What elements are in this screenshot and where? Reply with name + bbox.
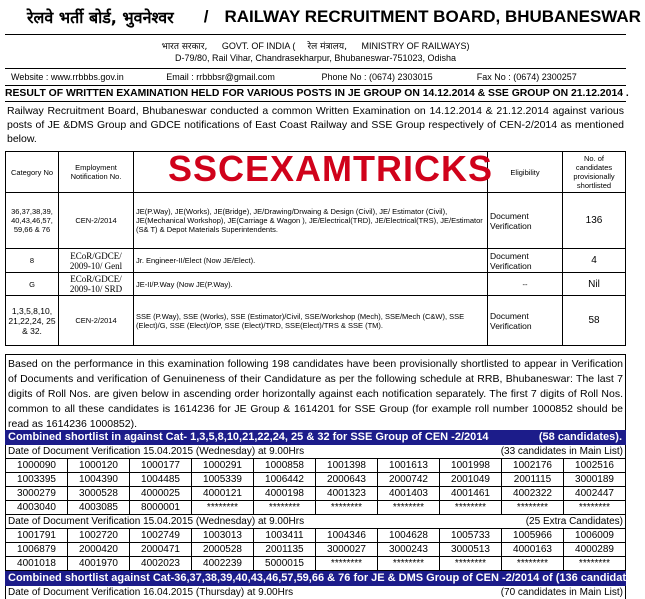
roll-number: 4001461	[440, 487, 502, 501]
roll-number: 2001135	[254, 543, 316, 557]
roll-number: 1005733	[440, 529, 502, 543]
roll-number: 2001115	[502, 473, 564, 487]
roll-number: ********	[502, 557, 564, 571]
title-hindi: रेलवे भर्ती बोर्ड, भुवनेश्वर	[27, 8, 174, 27]
roll-number: ********	[440, 557, 502, 571]
roll-number: 4003085	[68, 501, 130, 515]
header-notification: Employment Notification No.	[59, 152, 134, 193]
page-title	[5, 0, 641, 35]
roll-number: 4002023	[130, 557, 192, 571]
roll-number: 2000420	[68, 543, 130, 557]
roll-number: ********	[192, 501, 254, 515]
roll-number: 4000198	[254, 487, 316, 501]
table-row: 1,3,5,8,10, 21,22,24, 25 & 32. CEN-2/2014 SSE (P.Way), SSE (Works), SSE (Estimator)/Civil, SSE/Workshop (Mech), SSE/Mech (C&W), SSE (Elect)/G, SSE (Elect)/OP, SSE (Elect)/TRD, SSE(Elect)/TRS & SSE (TM). Document Verification 58	[6, 296, 626, 346]
roll-number: 1001998	[440, 459, 502, 473]
contact-bar	[5, 68, 626, 86]
roll-number: 3000528	[68, 487, 130, 501]
roll-row	[6, 501, 626, 515]
roll-number: 3000189	[564, 473, 626, 487]
roll-number: 1006879	[6, 543, 68, 557]
roll-row	[6, 529, 626, 543]
roll-row	[6, 459, 626, 473]
roll-number: 1003013	[192, 529, 254, 543]
roll-number: 1002176	[502, 459, 564, 473]
roll-number: 4003040	[6, 501, 68, 515]
sse-main-date: Date of Document Verification 15.04.2015 (Wednesday) at 9.00Hrs (33 candidates in Main List)	[5, 445, 626, 458]
roll-number: 1006442	[254, 473, 316, 487]
header-category: Category No	[6, 152, 59, 193]
email-link[interactable]: Email : rrbbbsr@gmail.com	[166, 72, 275, 82]
roll-number: ********	[316, 501, 378, 515]
roll-number: 2000471	[130, 543, 192, 557]
roll-number: 1004628	[378, 529, 440, 543]
roll-row	[6, 487, 626, 501]
roll-number: 4000121	[192, 487, 254, 501]
roll-row	[6, 473, 626, 487]
roll-number: ********	[316, 557, 378, 571]
roll-number: 3000279	[6, 487, 68, 501]
roll-number: ********	[502, 501, 564, 515]
title-separator: /	[203, 7, 209, 26]
roll-number: 1001398	[316, 459, 378, 473]
roll-number: 5000015	[254, 557, 316, 571]
roll-number: 4000163	[502, 543, 564, 557]
fax-number: Fax No : (0674) 2300257	[476, 72, 577, 82]
govt-line: भारत सरकार, GOVT. OF INDIA ( रेल मंत्रालय, MINISTRY OF RAILWAYS)	[161, 41, 470, 52]
sse-section-bar: Combined shortlist in against Cat- 1,3,5,8,10,21,22,24, 25 & 32 for SSE Group of CEN -2/2014 (58 candidates).	[5, 430, 626, 445]
notice-page	[5, 0, 645, 598]
roll-number: 2000742	[378, 473, 440, 487]
sse-extra-table	[5, 528, 626, 571]
header-count: No. of candidates provisionally shortlisted	[563, 152, 626, 193]
table-row: G ECoR/GDCE/ 2009-10/ SRD JE-II/P.Way (Now JE(P.Way). -- Nil	[6, 273, 626, 296]
intro-text: Railway Recruitment Board, Bhubaneswar conducted a common Written Examination on 14.12.2014 & 21.12.2014 against various posts of JE &DMS Group and GDCE notifications of East Coast Railway and SSE Group respectively of CEN-2/2014 as mentioned below.	[7, 105, 624, 145]
title-english: RAILWAY RECRUITMENT BOARD, BHUBANESWAR	[224, 7, 641, 26]
schedule-paragraph: Based on the performance in this examination following 198 candidates have been provisionally shortlisted to appear in Verification of Documents and verification of Genuineness of their Candidature as per the following schedule at RRB, Bhubaneswar: The last 7 digits of Roll Nos. are given below in ascending order horizontally against each notification separately. The first 7 digits of Roll Nos. common to all these candidates is 1614236 for JE Group & 1614201 for SSE Group (for example roll number 1000852 should be read as 1614236 1000852).	[5, 354, 626, 430]
roll-number: 4001403	[378, 487, 440, 501]
phone-number: Phone No : (0674) 2303015	[321, 72, 433, 82]
website-link[interactable]: Website : www.rrbbbs.gov.in	[11, 72, 124, 82]
roll-number: 1000858	[254, 459, 316, 473]
roll-number: 4001018	[6, 557, 68, 571]
table-row: 8 ECoR/GDCE/ 2009-10/ Genl Jr. Engineer-II/Elect (Now JE/Elect). Document Verification 4	[6, 249, 626, 273]
roll-number: 2000528	[192, 543, 254, 557]
roll-number: ********	[378, 557, 440, 571]
roll-number: 1002720	[68, 529, 130, 543]
roll-number: ********	[254, 501, 316, 515]
address: D-79/80, Rail Vihar, Chandrasekharpur, Bhubaneswar-751023, Odisha	[174, 53, 456, 63]
roll-number: 1005966	[502, 529, 564, 543]
roll-number: 1000291	[192, 459, 254, 473]
roll-row	[6, 557, 626, 571]
roll-number: 1004485	[130, 473, 192, 487]
roll-number: 1005339	[192, 473, 254, 487]
roll-number: 4001970	[68, 557, 130, 571]
roll-number: 3000513	[440, 543, 502, 557]
roll-number: ********	[440, 501, 502, 515]
roll-number: 1000177	[130, 459, 192, 473]
roll-number: 4002239	[192, 557, 254, 571]
table-row: 36,37,38,39, 40,43,46,57, 59,66 & 76 CEN-2/2014 JE(P.Way), JE(Works), JE(Bridge), JE/Drawing/Drwaing & Design (Civil), JE/ Estimator (Civil), JE(Mechanical Workshop), JE(Carriage & Wagon ), JE/Electrical(TRD), JE/Electrical(TRS), JE/Estimator (S& T) & Depot Materials Superintendents. Document Verification 136	[6, 193, 626, 249]
roll-number: 4000289	[564, 543, 626, 557]
roll-number: ********	[378, 501, 440, 515]
roll-number: 8000001	[130, 501, 192, 515]
roll-number: 1001613	[378, 459, 440, 473]
roll-number: ********	[564, 557, 626, 571]
roll-number: 1001791	[6, 529, 68, 543]
roll-number: 2000643	[316, 473, 378, 487]
roll-number: 1002516	[564, 459, 626, 473]
sse-extra-date: Date of Document Verification 15.04.2015 (Wednesday) at 9.00Hrs (25 Extra Candidates)	[5, 515, 626, 528]
roll-number: 1000090	[6, 459, 68, 473]
je-main-date: Date of Document Verification 16.04.2015 (Thursday) at 9.00Hrs (70 candidates in Main List)	[5, 586, 626, 599]
roll-number: 4000025	[130, 487, 192, 501]
roll-number: 4002447	[564, 487, 626, 501]
roll-number: 1003395	[6, 473, 68, 487]
roll-number: 4002322	[502, 487, 564, 501]
roll-row	[6, 543, 626, 557]
roll-number: 3000243	[378, 543, 440, 557]
result-banner: RESULT OF WRITTEN EXAMINATION HELD FOR VARIOUS POSTS IN JE GROUP ON 14.12.2014 & SSE GROUP ON 21.12.2014 .	[5, 86, 626, 102]
je-section-bar: Combined shortlist against Cat-36,37,38,39,40,43,46,57,59,66 & 76 for JE & DMS Group of CEN -2/2014 of (136 candidates).	[5, 571, 626, 586]
roll-number: 1002749	[130, 529, 192, 543]
roll-number: 1004390	[68, 473, 130, 487]
roll-number: ********	[564, 501, 626, 515]
header-eligibility: Eligibility	[488, 152, 563, 193]
watermark: SSCEXAMTRICKS	[168, 148, 494, 189]
roll-number: 4001323	[316, 487, 378, 501]
roll-number: 3000027	[316, 543, 378, 557]
sse-main-table	[5, 458, 626, 515]
roll-number: 2001049	[440, 473, 502, 487]
roll-number: 1006009	[564, 529, 626, 543]
roll-number: 1004346	[316, 529, 378, 543]
roll-number: 1000120	[68, 459, 130, 473]
roll-number: 1003411	[254, 529, 316, 543]
